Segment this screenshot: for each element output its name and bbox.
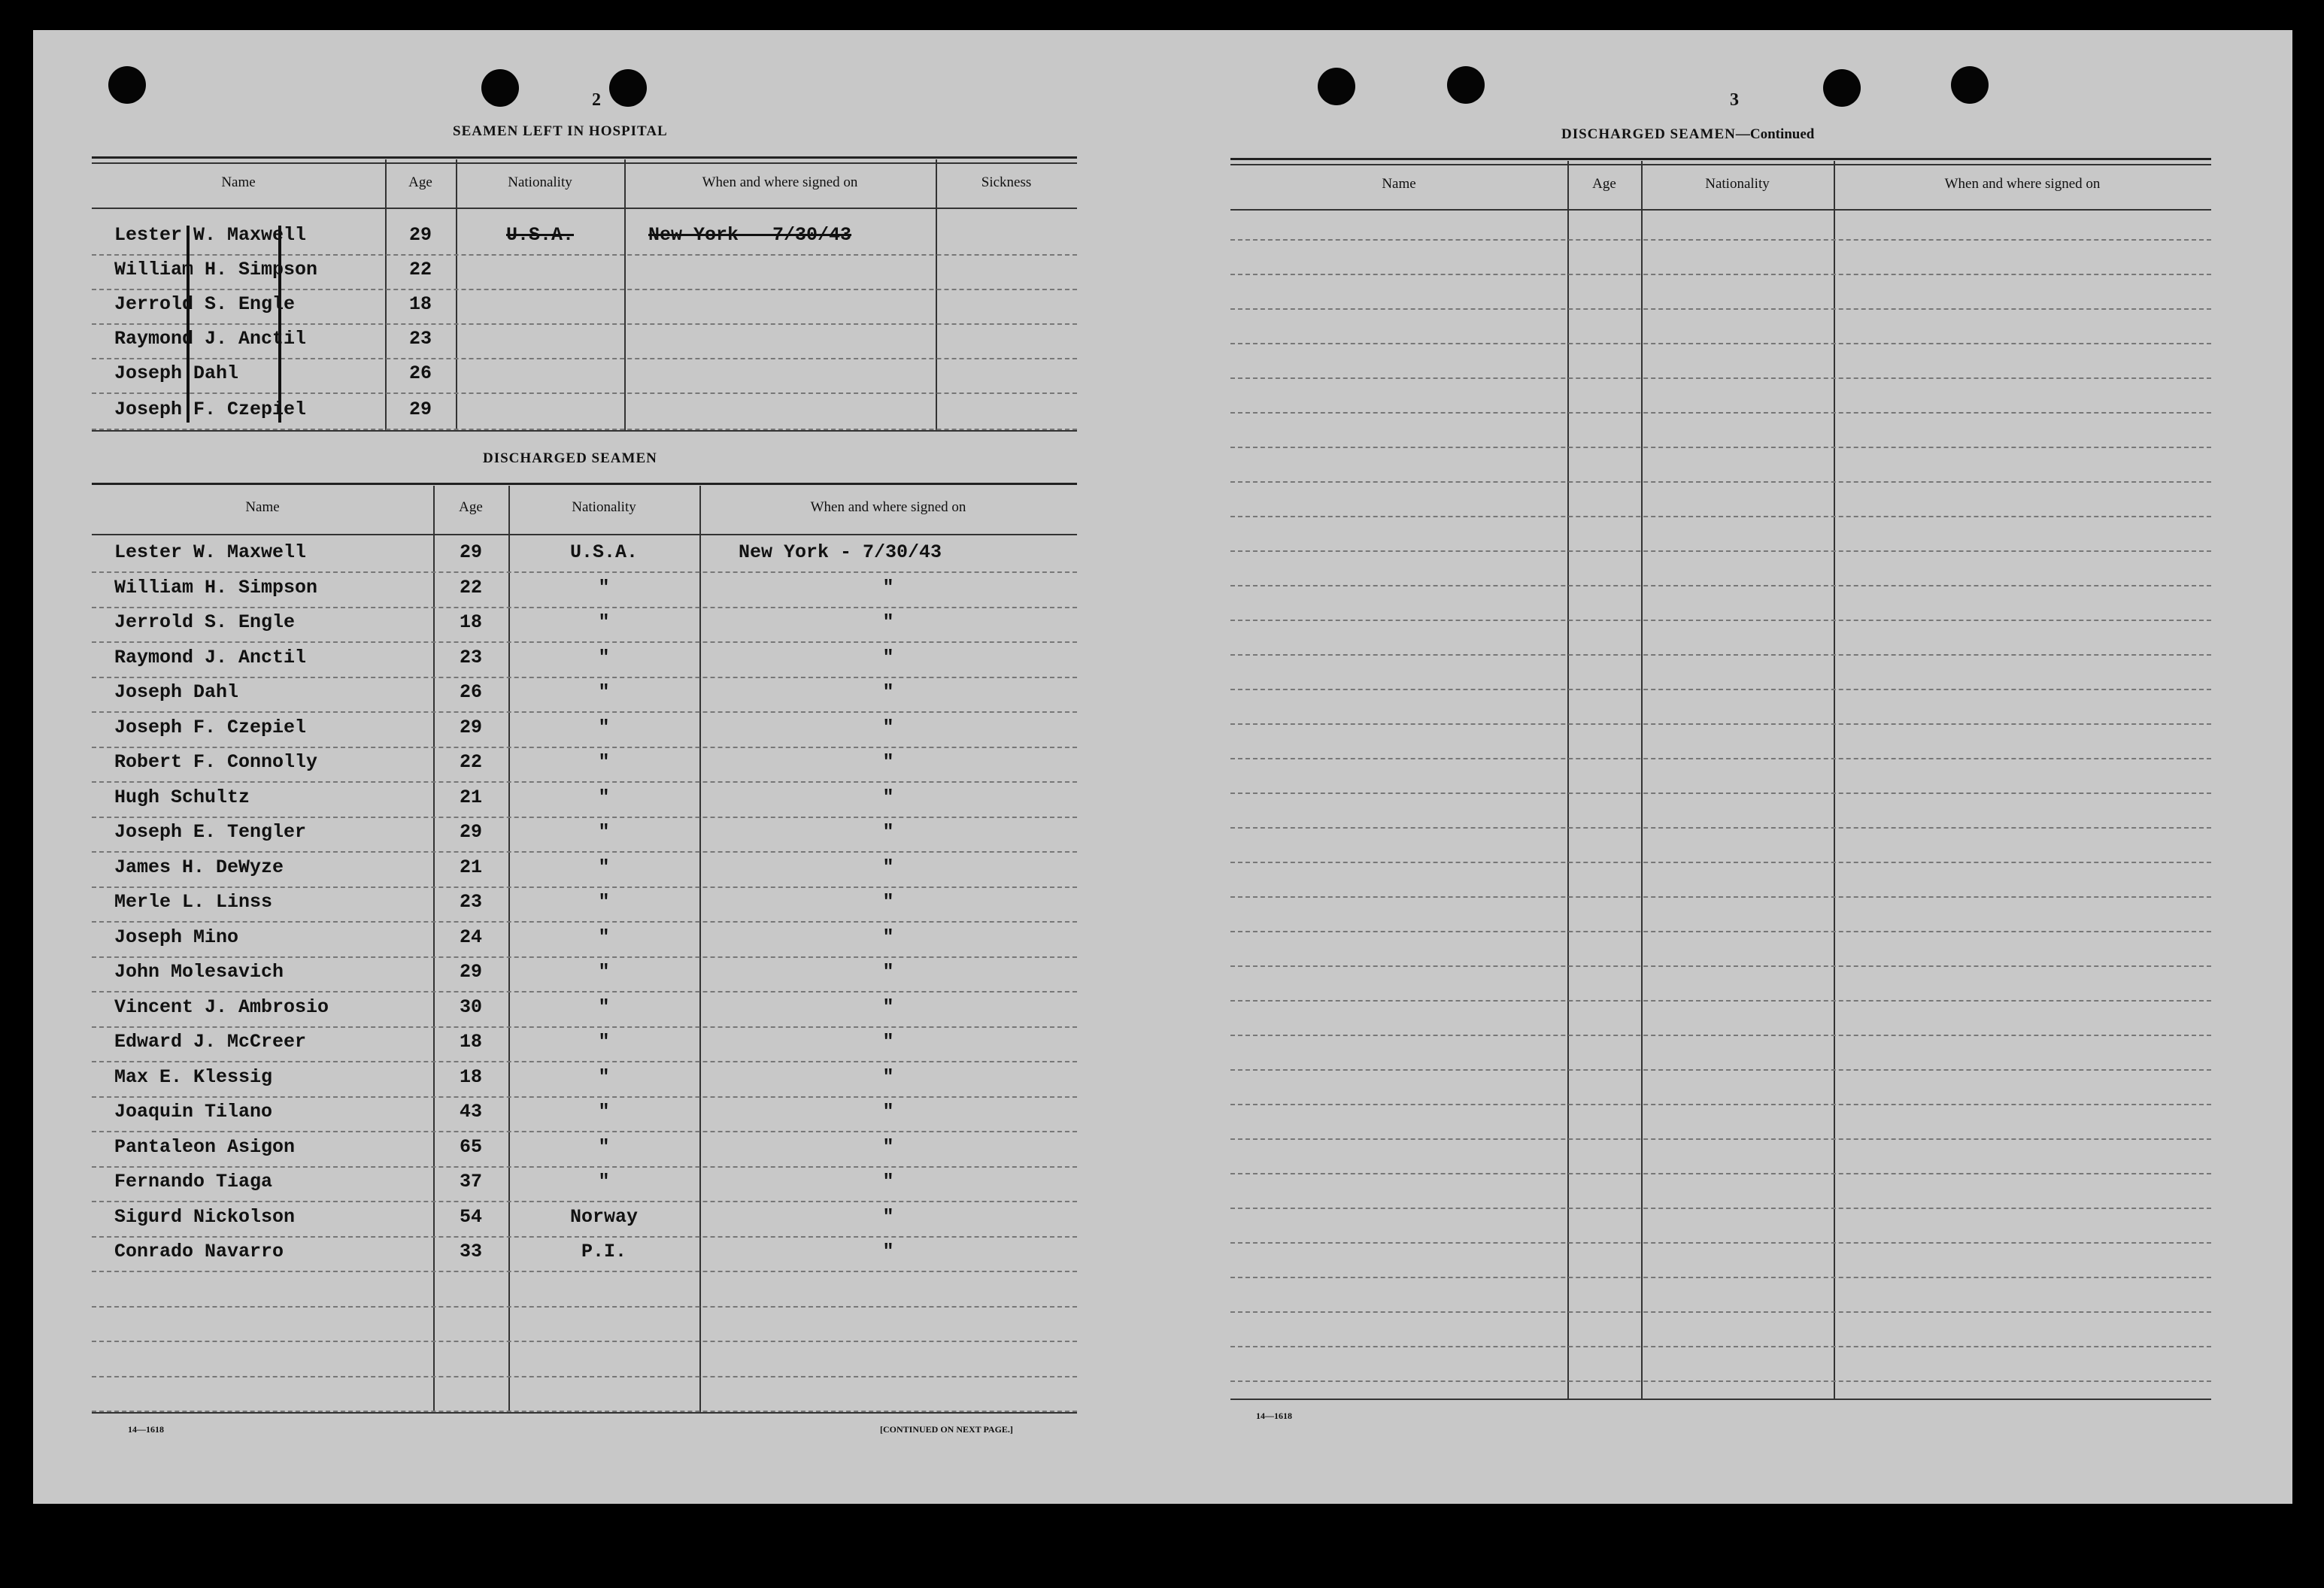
discharged-row-nationality: " (598, 996, 610, 1018)
hospital-row-name: Raymond J. Anctil (114, 328, 307, 350)
discharged-row-age: 29 (459, 821, 482, 843)
discharged-row-name: Edward J. McCreer (114, 1031, 307, 1053)
discharged-row-nationality: " (598, 786, 610, 808)
punch-hole (1823, 69, 1861, 107)
punch-hole (1447, 66, 1485, 104)
row-rule (1230, 1000, 2211, 1002)
column-header-age-column: Age (408, 174, 432, 190)
discharged-row-name: Raymond J. Anctil (114, 646, 307, 668)
row-rule (1230, 1208, 2211, 1209)
row-rule (1230, 689, 2211, 690)
section-title-hospital: SEAMEN LEFT IN HOSPITAL (453, 123, 668, 139)
discharged-row-name: William H. Simpson (114, 576, 318, 599)
discharged-row-name: Joseph F. Czepiel (114, 716, 307, 738)
discharged-row-name: Lester W. Maxwell (114, 541, 307, 563)
table-bottom-rule (92, 430, 1077, 432)
row-rule (92, 289, 1077, 290)
discharged-row-nationality: " (598, 681, 610, 703)
continued-note: [CONTINUED ON NEXT PAGE.] (880, 1424, 1013, 1435)
discharged-row-age: 65 (459, 1135, 482, 1158)
row-rule (92, 991, 1077, 993)
row-rule (92, 747, 1077, 748)
discharged-row-age: 18 (459, 611, 482, 633)
row-rule (92, 1376, 1077, 1377)
section-title-discharged: DISCHARGED SEAMEN (483, 450, 657, 466)
row-rule (1230, 827, 2211, 829)
hospital-row-name: William H. Simpson (114, 259, 318, 280)
hospital-row-nationality: U.S.A. (505, 224, 574, 246)
discharged-row-signed-on: " (882, 891, 894, 913)
column-header-nationality-column: Nationality (572, 499, 636, 515)
column-header-age-column: Age (459, 499, 483, 515)
column-header-name-column: Name (1382, 176, 1416, 192)
row-rule (1230, 1380, 2211, 1382)
hospital-row-name: Joseph F. Czepiel (114, 399, 307, 420)
row-rule (1230, 654, 2211, 656)
row-rule (92, 1026, 1077, 1028)
discharged-row-name: Max E. Klessig (114, 1065, 273, 1088)
row-rule (1230, 447, 2211, 448)
punch-hole (1951, 66, 1989, 104)
row-rule (92, 956, 1077, 958)
discharged-row-age: 24 (459, 926, 482, 948)
discharged-row-nationality: " (598, 856, 610, 878)
row-rule (92, 1341, 1077, 1342)
column-header-name-column: Name (245, 499, 280, 515)
column-divider (1834, 161, 1835, 1400)
discharged-row-age: 29 (459, 961, 482, 983)
row-rule (1230, 1242, 2211, 1244)
rule (92, 483, 1077, 485)
discharged-row-age: 22 (459, 751, 482, 773)
discharged-row-signed-on: " (882, 1241, 894, 1262)
row-rule (1230, 620, 2211, 621)
hospital-row-age: 23 (408, 328, 432, 350)
column-divider (1567, 161, 1569, 1400)
discharged-row-age: 30 (459, 996, 482, 1018)
row-rule (1230, 792, 2211, 794)
discharged-row-age: 23 (459, 646, 482, 668)
discharged-row-signed-on: " (882, 716, 894, 738)
discharged-row-nationality: " (598, 576, 610, 599)
row-rule (1230, 343, 2211, 344)
hospital-row-age: 18 (408, 293, 432, 315)
row-rule (1230, 1346, 2211, 1347)
discharged-row-name: Jerrold S. Engle (114, 611, 296, 633)
discharged-row-nationality: " (598, 961, 610, 983)
section-title-continued (1561, 126, 1814, 143)
column-header-nationality-column: Nationality (1705, 176, 1770, 192)
column-header-age-column: Age (1592, 176, 1616, 192)
row-rule (92, 323, 1077, 325)
hospital-row-name: Lester W. Maxwell (114, 224, 307, 246)
discharged-row-nationality: " (598, 1135, 610, 1158)
discharged-row-signed-on: " (882, 1171, 894, 1193)
punch-hole (609, 69, 647, 107)
column-header-name-column: Name (221, 174, 256, 190)
column-header-sickness-column: Sickness (981, 174, 1032, 190)
discharged-row-name: Sigurd Nickolson (114, 1205, 296, 1228)
discharged-row-nationality: U.S.A. (569, 541, 638, 563)
discharged-row-age: 29 (459, 541, 482, 563)
column-divider (1641, 161, 1643, 1400)
discharged-row-name: Hugh Schultz (114, 786, 250, 808)
row-rule (1230, 1104, 2211, 1105)
row-rule (92, 1236, 1077, 1238)
hospital-row-name: Jerrold S. Engle (114, 293, 296, 315)
row-rule (1230, 931, 2211, 932)
discharged-row-age: 21 (459, 786, 482, 808)
discharged-row-name: James H. DeWyze (114, 856, 284, 878)
row-rule (1230, 862, 2211, 863)
column-header-signed-on-column: When and where signed on (810, 499, 966, 515)
discharged-row-nationality: P.I. (581, 1241, 627, 1262)
hospital-row-signed-on: New York - 7/30/43 (648, 224, 852, 246)
row-rule (1230, 377, 2211, 379)
header-rule (92, 534, 1077, 535)
row-rule (1230, 896, 2211, 898)
row-rule (1230, 516, 2211, 517)
row-rule (1230, 412, 2211, 414)
page-number: 2 (592, 90, 601, 110)
row-rule (1230, 1035, 2211, 1036)
discharged-row-name: Joseph Dahl (114, 681, 239, 703)
discharged-row-name: Joseph E. Tengler (114, 821, 307, 843)
discharged-row-name: Fernando Tiaga (114, 1171, 273, 1193)
rule (1230, 164, 2211, 165)
page-number: 3 (1730, 90, 1739, 110)
discharged-row-signed-on: " (882, 1135, 894, 1158)
column-header-signed-on-column: When and where signed on (702, 174, 858, 190)
column-header-signed-on-column: When and where signed on (1944, 176, 2101, 192)
header-rule (92, 208, 1077, 209)
row-rule (1230, 550, 2211, 552)
row-rule (92, 817, 1077, 818)
row-rule (92, 921, 1077, 923)
row-rule (92, 1201, 1077, 1202)
discharged-row-nationality: " (598, 611, 610, 633)
rule (1230, 158, 2211, 160)
discharged-row-nationality: " (598, 1101, 610, 1123)
discharged-row-signed-on: " (882, 576, 894, 599)
bracket-mark (278, 226, 281, 423)
punch-hole (1318, 68, 1355, 105)
row-rule (92, 358, 1077, 359)
row-rule (92, 392, 1077, 394)
rule (92, 156, 1077, 159)
row-rule (92, 886, 1077, 888)
row-rule (1230, 1138, 2211, 1140)
punch-hole (481, 69, 519, 107)
discharged-row-name: Vincent J. Ambrosio (114, 996, 329, 1018)
discharged-row-nationality: " (598, 926, 610, 948)
discharged-row-name: John Molesavich (114, 961, 284, 983)
discharged-row-signed-on: " (882, 681, 894, 703)
row-rule (1230, 723, 2211, 725)
discharged-row-age: 29 (459, 716, 482, 738)
column-divider (456, 159, 457, 430)
row-rule (1230, 1311, 2211, 1313)
discharged-row-age: 22 (459, 576, 482, 599)
row-rule (92, 1096, 1077, 1098)
row-rule (92, 781, 1077, 783)
table-bottom-rule (1230, 1399, 2211, 1400)
row-rule (1230, 758, 2211, 759)
row-rule (92, 1271, 1077, 1272)
table-bottom-rule (92, 1412, 1077, 1414)
hospital-row-age: 22 (408, 259, 432, 280)
row-rule (1230, 308, 2211, 310)
discharged-row-signed-on: " (882, 611, 894, 633)
discharged-row-signed-on: " (882, 1065, 894, 1088)
rule (92, 162, 1077, 164)
discharged-row-signed-on: " (882, 821, 894, 843)
discharged-row-signed-on: " (882, 1205, 894, 1228)
discharged-row-name: Joseph Mino (114, 926, 239, 948)
discharged-row-signed-on: " (882, 926, 894, 948)
column-header-nationality-column: Nationality (508, 174, 572, 190)
discharged-row-name: Robert F. Connolly (114, 751, 318, 773)
row-rule (92, 851, 1077, 853)
bracket-mark (187, 226, 190, 423)
discharged-row-age: 26 (459, 681, 482, 703)
discharged-row-signed-on: " (882, 786, 894, 808)
row-rule (1230, 239, 2211, 241)
discharged-row-nationality: " (598, 751, 610, 773)
discharged-row-age: 33 (459, 1241, 482, 1262)
discharged-row-signed-on: " (882, 646, 894, 668)
discharged-row-age: 21 (459, 856, 482, 878)
discharged-row-signed-on: " (882, 1031, 894, 1053)
discharged-row-nationality: " (598, 891, 610, 913)
form-number: 14—1618 (128, 1424, 164, 1435)
row-rule (92, 711, 1077, 713)
hospital-row-name: Joseph Dahl (114, 362, 239, 384)
discharged-row-age: 43 (459, 1101, 482, 1123)
hospital-row-age: 26 (408, 362, 432, 384)
discharged-row-nationality: " (598, 646, 610, 668)
section-title-text: DISCHARGED SEAMEN (1561, 126, 1736, 142)
form-number: 14—1618 (1256, 1411, 1292, 1421)
hospital-row-age: 29 (408, 224, 432, 246)
row-rule (92, 1166, 1077, 1168)
row-rule (1230, 1277, 2211, 1278)
discharged-row-signed-on: " (882, 751, 894, 773)
row-rule (92, 1306, 1077, 1308)
row-rule (92, 254, 1077, 256)
discharged-row-age: 18 (459, 1065, 482, 1088)
row-rule (1230, 481, 2211, 483)
discharged-row-name: Conrado Navarro (114, 1241, 284, 1262)
row-rule (92, 607, 1077, 608)
discharged-row-signed-on: " (882, 996, 894, 1018)
column-divider (624, 159, 626, 430)
discharged-row-nationality: Norway (569, 1205, 638, 1228)
punch-hole (108, 66, 146, 104)
row-rule (92, 677, 1077, 678)
row-rule (1230, 1069, 2211, 1071)
row-rule (1230, 585, 2211, 586)
discharged-row-signed-on: " (882, 1101, 894, 1123)
row-rule (92, 1131, 1077, 1132)
row-rule (92, 641, 1077, 643)
discharged-row-name: Pantaleon Asigon (114, 1135, 296, 1158)
discharged-row-age: 18 (459, 1031, 482, 1053)
discharged-row-age: 23 (459, 891, 482, 913)
discharged-row-signed-on: " (882, 961, 894, 983)
row-rule (1230, 1173, 2211, 1174)
row-rule (92, 1061, 1077, 1062)
header-rule (1230, 209, 2211, 211)
section-title-suffix: —Continued (1735, 126, 1815, 142)
column-divider (936, 159, 937, 430)
discharged-row-age: 37 (459, 1171, 482, 1193)
discharged-row-age: 54 (459, 1205, 482, 1228)
discharged-row-nationality: " (598, 1171, 610, 1193)
discharged-row-name: Merle L. Linss (114, 891, 273, 913)
document-sheet (33, 30, 2292, 1504)
row-rule (1230, 965, 2211, 967)
discharged-row-nationality: " (598, 716, 610, 738)
discharged-row-nationality: " (598, 1065, 610, 1088)
discharged-row-signed-on: New York - 7/30/43 (739, 541, 942, 563)
row-rule (1230, 274, 2211, 275)
discharged-row-nationality: " (598, 821, 610, 843)
discharged-row-nationality: " (598, 1031, 610, 1053)
discharged-row-name: Joaquin Tilano (114, 1101, 273, 1123)
hospital-row-age: 29 (408, 399, 432, 420)
row-rule (92, 571, 1077, 573)
discharged-row-signed-on: " (882, 856, 894, 878)
